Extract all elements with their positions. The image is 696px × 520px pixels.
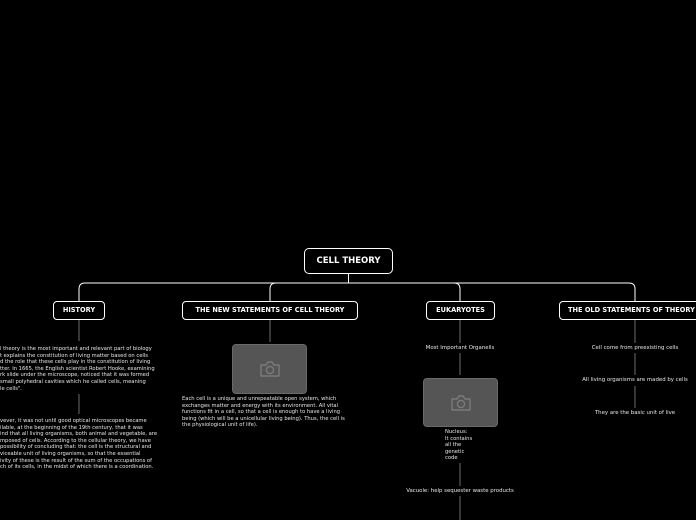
topic-old-statements[interactable] — [559, 301, 696, 320]
connector-eukaryotes — [349, 283, 461, 301]
connector-history — [79, 283, 349, 301]
eukaryotes-item-organells[interactable]: Most Important Organells — [425, 345, 495, 351]
connector-old-statements — [349, 283, 636, 301]
topic-new-statements[interactable] — [182, 301, 358, 320]
image-placeholder-eukaryotes[interactable] — [423, 378, 498, 427]
new-statements-text[interactable]: Each cell is a unique and unrepeatable open system, which exchanges matter and energy with its environment. All vital functions fit in a cell, so that a cell is enough to have a living being (which will be a unicellular living being). Thus, the cell is the physiological unit of life). — [182, 396, 345, 429]
eukaryotes-item-nucleus[interactable]: Nucleus: It contains all the genetic code — [445, 429, 473, 462]
root-node-label: CELL THEORY — [316, 256, 381, 266]
old-statements-item-2[interactable]: All living organisms are maded by cells — [582, 377, 688, 383]
history-text-1[interactable]: l theory is the most important and relevant part of biology t explains the constitution of living matter based on cells d the role that these cells play in the constitution of living tter. In 1665, the English scientist Robert Hooke, examining rk slide under the microscope, noticed that it was formed small polyhedral cavities which he called cells, meaning le cells". — [0, 346, 155, 392]
connector-new-statements — [270, 283, 349, 301]
topic-old-statements-label: THE OLD STATEMENTS OF THEORY — [568, 306, 695, 314]
root-node-cell-theory[interactable] — [304, 248, 393, 274]
topic-history-label: HISTORY — [62, 306, 96, 314]
topic-eukaryotes[interactable] — [426, 301, 495, 320]
camera-icon — [259, 360, 281, 378]
old-statements-item-3[interactable]: They are the basic unit of live — [594, 410, 676, 416]
history-text-2[interactable]: vever, it was not until good optical microscopes became ilable, at the beginning of the 19th century, that it was ind that all living organisms, both animal and vegetable, are mposed of cells. According to the cellular theory, we have possibility of concluding that: the cell is the structural and viceable unit of living organisms, so that the essential ivity of these is the result of the sum of the occupations of ch of its cells, in the midst of which there is a coordination. — [0, 418, 158, 471]
topic-eukaryotes-label: EUKARYOTES — [436, 306, 485, 314]
old-statements-item-1[interactable]: Cell come from preexisting cells — [591, 345, 679, 351]
eukaryotes-item-vacuole[interactable]: Vacuole: help sequester waste products — [406, 488, 514, 494]
camera-icon — [450, 394, 472, 412]
topic-new-statements-label: THE NEW STATEMENTS OF CELL THEORY — [195, 306, 345, 314]
topic-history[interactable] — [53, 301, 105, 320]
image-placeholder-new-statements[interactable] — [232, 344, 307, 394]
